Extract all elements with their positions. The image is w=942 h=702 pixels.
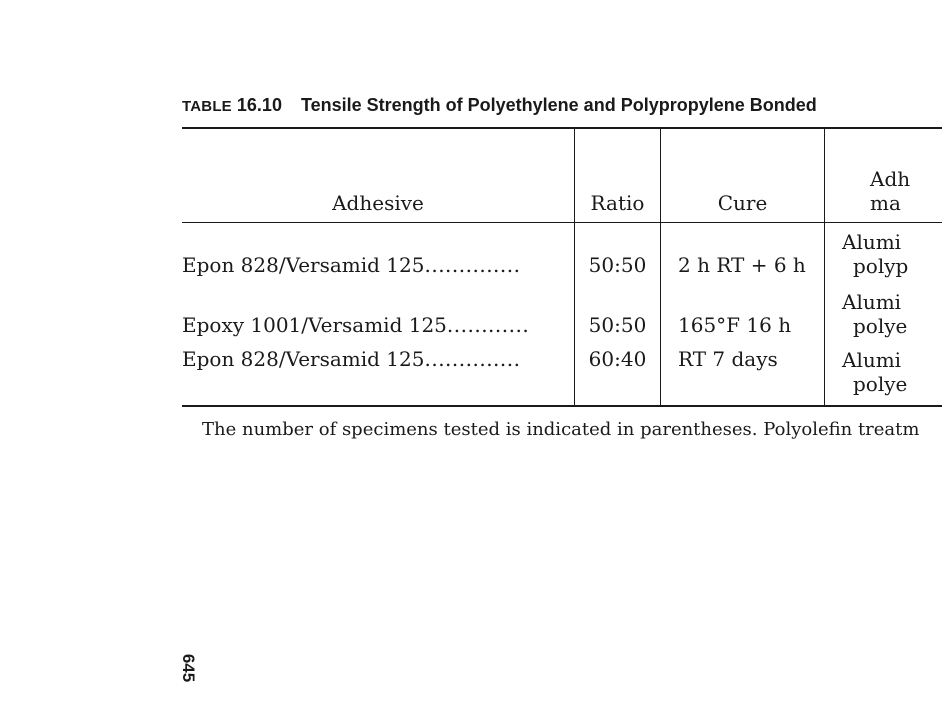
table-row-2-cure: 165°F 16 h [678,313,792,337]
table-footnote: The number of specimens tested is indicated in parentheses. Polyolefin treatm [202,419,920,440]
table-row-1-cure: 2 h RT + 6 h [678,253,806,277]
header-adherend-line1: Adh [870,167,911,191]
table-row-3-adherend-line1: Alumi [842,348,902,372]
dot-leader: .............. [424,347,521,371]
dot-leader: ............ [446,313,530,337]
adhesive-name: Epon 828/Versamid 125 [182,347,425,371]
table-bottom-rule [182,405,942,407]
table-row-2-ratio: 50:50 [588,313,647,337]
table-row-1-adhesive [182,253,521,278]
adhesive-name: Epon 828/Versamid 125 [182,253,425,277]
table-row-2-adherend-line1: Alumi [842,290,902,314]
table-number: 16.10 [236,95,282,115]
table-caption [182,94,817,118]
page-number: 645 [179,653,198,683]
table-header-rule [182,222,942,223]
table-row-3-ratio: 60:40 [588,347,647,371]
column-divider-adherend [824,129,825,406]
adhesive-name: Epoxy 1001/Versamid 125 [182,313,447,337]
header-adherend-line2: ma [870,191,901,215]
column-divider-cure [660,129,661,406]
table-label: TABLE [182,98,232,115]
table-top-rule [182,127,942,129]
header-cure: Cure [717,191,768,215]
table-row-1-adherend-line1: Alumi [842,230,902,254]
table-row-2-adherend-line2: polye [853,314,908,338]
table-row-3-adhesive [182,347,521,372]
table-title: Tensile Strength of Polyethylene and Polypropylene Bonded [300,95,817,115]
header-adhesive: Adhesive [332,191,424,215]
table-row-1-ratio: 50:50 [588,253,647,277]
table-row-1-adherend-line2: polyp [853,254,909,278]
table-row-3-cure: RT 7 days [678,347,778,371]
table-row-2-adhesive [182,313,529,338]
dot-leader: .............. [424,253,521,277]
header-ratio: Ratio [590,191,645,215]
table-row-3-adherend-line2: polye [853,372,908,396]
